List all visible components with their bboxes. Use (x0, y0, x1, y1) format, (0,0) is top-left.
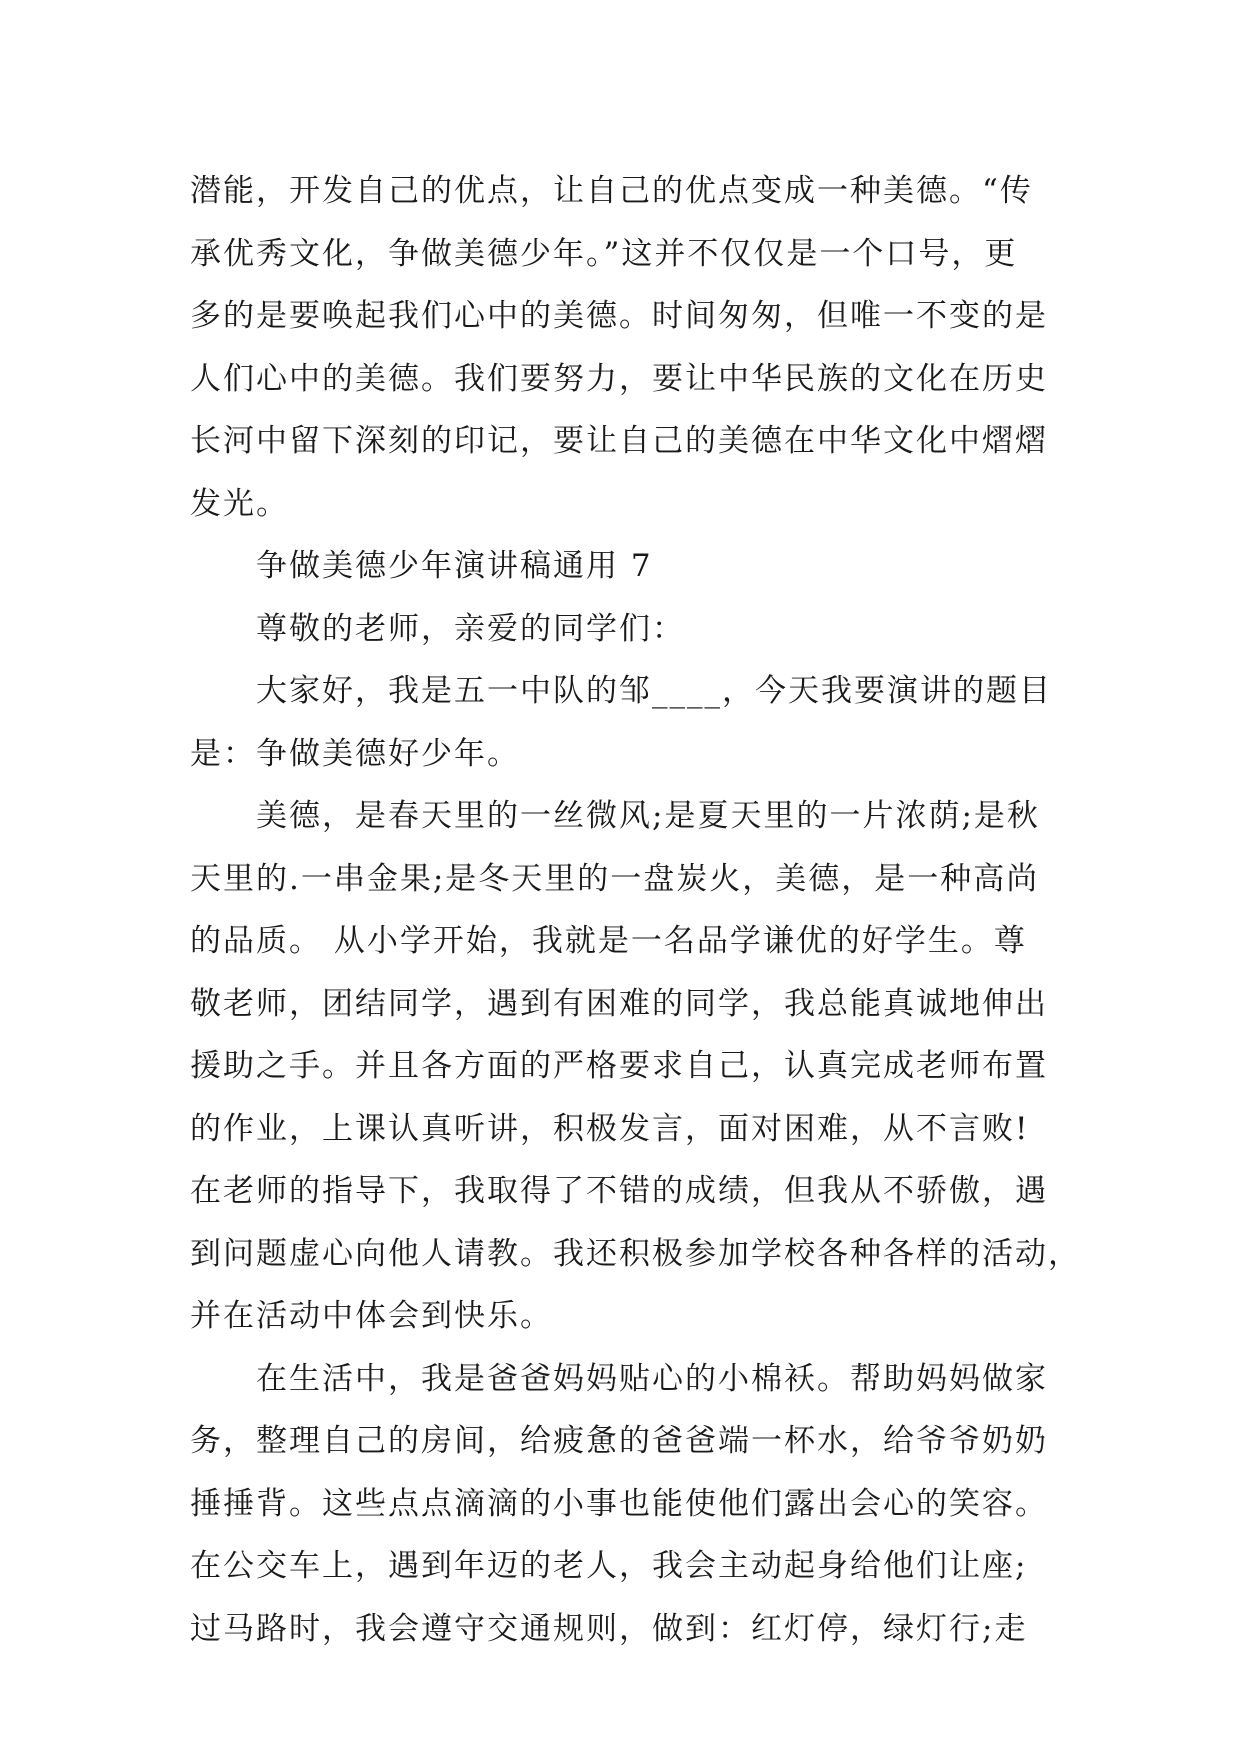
text-line: 务，整理自己的房间，给疲惫的爸爸端一杯水，给爷爷奶奶 (190, 1423, 1048, 1459)
text-line: 的品质。 从小学开始，我就是一名品学谦优的好学生。尊 (190, 923, 1027, 959)
text-line: 过马路时，我会遵守交通规则，做到：红灯停，绿灯行;走 (190, 1610, 1028, 1647)
text-line: 承优秀文化，争做美德少年。”这并不仅仅是一个口号，更 (190, 235, 1018, 272)
text-line: 长河中留下深刻的印记，要让自己的美德在中华文化中熠熠 (190, 423, 1048, 459)
text-line: 潜能，开发自己的优点，让自己的优点变成一种美德。“传 (190, 173, 1033, 209)
text-line: 发光。 (190, 485, 289, 522)
text-line: 捶捶背。这些点点滴滴的小事也能使他们露出会心的笑容。 (190, 1485, 1048, 1522)
section-heading: 争做美德少年演讲稿通用 7 (256, 548, 653, 584)
text-line: 在公交车上，遇到年迈的老人，我会主动起身给他们让座; (190, 1548, 1028, 1584)
text-line: 并在活动中体会到快乐。 (190, 1298, 553, 1334)
text-line: 敬老师，团结同学，遇到有困难的同学，我总能真诚地伸出 (190, 985, 1048, 1022)
text-line: 援助之手。并且各方面的严格要求自己，认真完成老师布置 (190, 1048, 1048, 1084)
text-line: 在生活中，我是爸爸妈妈贴心的小棉袄。帮助妈妈做家 (256, 1360, 1048, 1397)
document-body (190, 160, 1081, 1660)
text-line: 大家好，我是五一中队的邹____，今天我要演讲的题目 (256, 673, 1052, 709)
text-line: 多的是要唤起我们心中的美德。时间匆匆，但唯一不变的是 (190, 298, 1048, 334)
text-line: 人们心中的美德。我们要努力，要让中华民族的文化在历史 (190, 360, 1048, 397)
text-line: 天里的.一串金果;是冬天里的一盘炭火，美德，是一种高尚 (190, 860, 1040, 897)
salutation: 尊敬的老师，亲爱的同学们： (256, 610, 685, 647)
text-line: 在老师的指导下，我取得了不错的成绩，但我从不骄傲，遇 (190, 1173, 1048, 1209)
text-line: 的作业，上课认真听讲，积极发言，面对困难，从不言败! (190, 1110, 1030, 1147)
text-line: 美德，是春天里的一丝微风;是夏天里的一片浓荫;是秋 (256, 798, 1040, 834)
text-line: 到问题虚心向他人请教。我还积极参加学校各种各样的活动， (190, 1235, 1081, 1272)
text-line: 是：争做美德好少年。 (190, 735, 520, 772)
